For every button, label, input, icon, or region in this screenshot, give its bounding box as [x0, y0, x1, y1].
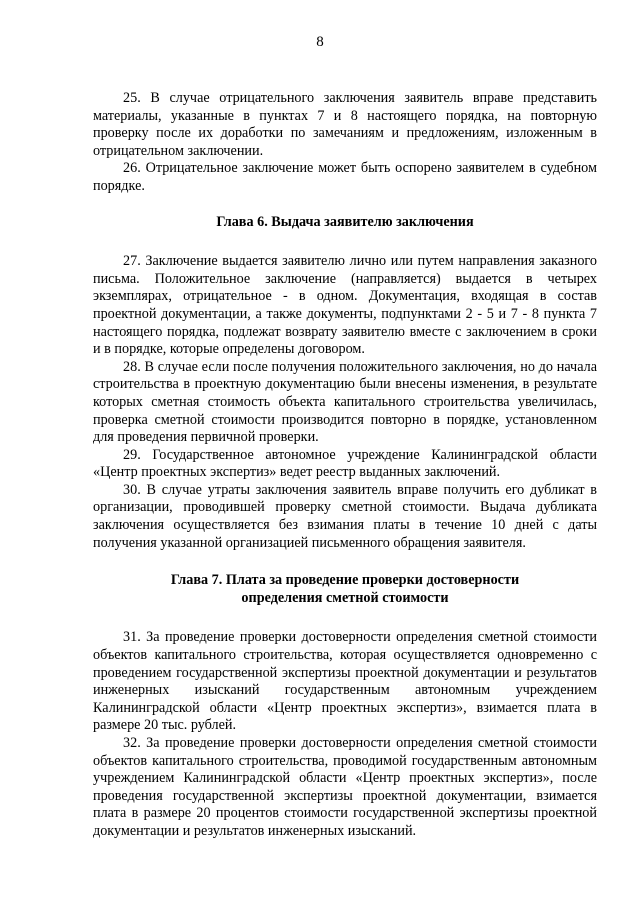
paragraph-26: 26. Отрицательное заключение может быть оспорено заявителем в судебном порядке.: [93, 160, 597, 194]
chapter-6-heading: Глава 6. Выдача заявителю заключения: [216, 213, 474, 230]
page-number: 8: [316, 34, 324, 50]
document-body: [93, 90, 597, 841]
paragraph-32: 32. За проведение проверки достоверности определения сметной стоимости объектов капитального строительства, проводимой государственным автономным учреждением Калининградской области «Центр проектных экспертиз», после проведения государственной экспертизы проектной документации, взимается плата в размере 20 процентов стоимости государственной экспертизы проектной документации и результатов инженерных изысканий.: [93, 735, 597, 839]
paragraph-29: 29. Государственное автономное учреждение Калининградской области «Центр проектных экспертиз» ведет реестр выданных заключений.: [93, 446, 597, 481]
chapter-7-heading-line-2: определения сметной стоимости: [241, 589, 449, 606]
paragraph-25: 25. В случае отрицательного заключения заявитель вправе представить материалы, указанные в пунктах 7 и 8 настоящего порядка, на повторную проверку после их доработки по замечаниям и предложениям, изложенным в отрицательном заключении.: [93, 90, 597, 159]
chapter-7-heading: [93, 572, 597, 607]
paragraph-27: 27. Заключение выдается заявителю лично или путем направления заказного письма. Положительное заключение (направляется) выдается в четырех экземплярах, отрицательное - в одном. Документация, входящая в состав проектной документации, а также документы, подпунктами 2 - 5 и 7 - 8 пункта 7 настоящего порядка, подлежат возврату заявителю вместе с заключением в сроки и в порядке, которые определены договором.: [93, 253, 597, 358]
paragraph-30: 30. В случае утраты заключения заявитель вправе получить его дубликат в организации, проводившей проверку сметной стоимости. Выдача дубликата заключения осуществляется без взимания платы в течение 10 дней с даты получения указанной организацией письменного обращения заявителя.: [93, 481, 597, 551]
paragraph-28: 28. В случае если после получения положительного заключения, но до начала строительства в проектную документацию были внесены изменения, в результате которых сметная стоимость объекта капитального строительства увеличилась, проверка сметной стоимости производится повторно в порядке, установленном для проведения первичной проверки.: [93, 358, 597, 446]
chapter-7-heading-line-1: Глава 7. Плата за проведение проверки достоверности: [170, 572, 520, 589]
paragraph-31: 31. За проведение проверки достоверности определения сметной стоимости объектов капитального строительства, которая осуществляется одновременно с проведением государственной экспертизы проектной документации и результатов инженерных изысканий государственным автономным учреждением Калининградской области «Центр проектных экспертиз», взимается плата в размере 20 тыс. рублей.: [93, 629, 597, 734]
